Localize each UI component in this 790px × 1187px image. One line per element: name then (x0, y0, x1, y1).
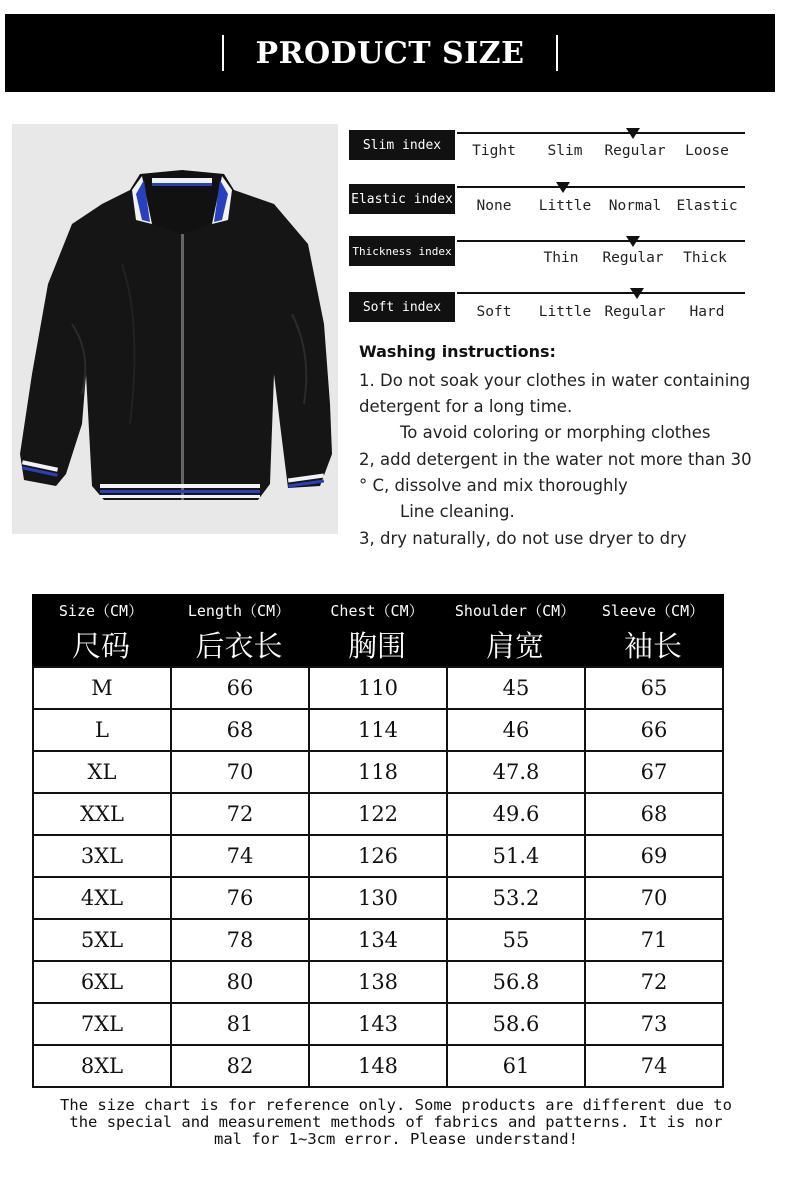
table-cell: 7XL (34, 1004, 172, 1046)
slim-index-scale (457, 132, 745, 134)
header-sleeve-zh: 袖长 (623, 629, 682, 663)
size-chart-footnote (10, 1097, 782, 1148)
table-cell: 5XL (34, 920, 172, 962)
table-cell: 72 (586, 962, 724, 1004)
table-cell: 66 (172, 668, 310, 710)
thickness-option: Regular (602, 250, 664, 266)
size-table-body (32, 666, 724, 1088)
jacket-illustration (12, 124, 338, 534)
table-cell: 70 (586, 878, 724, 920)
header-chest (308, 594, 446, 666)
table-cell: 47.8 (448, 752, 586, 794)
header-shoulder (446, 594, 584, 666)
table-cell: 53.2 (448, 878, 586, 920)
table-cell: 51.4 (448, 836, 586, 878)
soft-index-scale (457, 292, 745, 294)
banner-title: PRODUCT SIZE (255, 35, 525, 71)
footnote-line: mal for 1~3cm error. Please understand! (214, 1130, 578, 1148)
soft-index-row (349, 292, 749, 332)
soft-index-marker (630, 288, 644, 299)
soft-index-label: Soft index (349, 292, 455, 322)
table-cell: 73 (586, 1004, 724, 1046)
table-cell: M (34, 668, 172, 710)
table-cell: 82 (172, 1046, 310, 1088)
table-cell: 3XL (34, 836, 172, 878)
slim-option: Regular (604, 143, 666, 159)
thickness-index-label: Thickness index (349, 236, 455, 266)
table-row (34, 1004, 724, 1046)
table-cell: 78 (172, 920, 310, 962)
thickness-index-scale (457, 240, 745, 242)
table-cell: 61 (448, 1046, 586, 1088)
table-cell: 74 (586, 1046, 724, 1088)
header-size-zh: 尺码 (71, 629, 130, 663)
footnote-line: The size chart is for reference only. Some products are different due to (60, 1096, 732, 1114)
table-cell: 6XL (34, 962, 172, 1004)
table-cell: 130 (310, 878, 448, 920)
table-cell: 68 (586, 794, 724, 836)
table-cell: 56.8 (448, 962, 586, 1004)
table-row (34, 668, 724, 710)
slim-option: Loose (685, 143, 729, 159)
table-cell: 134 (310, 920, 448, 962)
table-cell: 114 (310, 710, 448, 752)
table-cell: 81 (172, 1004, 310, 1046)
table-cell: 45 (448, 668, 586, 710)
table-cell: 72 (172, 794, 310, 836)
table-cell: 71 (586, 920, 724, 962)
table-cell: 69 (586, 836, 724, 878)
elastic-index-scale (457, 186, 745, 188)
table-cell: 80 (172, 962, 310, 1004)
table-cell: 46 (448, 710, 586, 752)
header-length-en: Length（CM） (187, 602, 291, 620)
table-cell: 58.6 (448, 1004, 586, 1046)
washing-instructions-title: Washing instructions: (359, 342, 556, 361)
slim-option: Slim (547, 143, 583, 159)
thickness-option: Thin (543, 250, 579, 266)
thickness-index-marker (626, 236, 640, 247)
table-cell: 110 (310, 668, 448, 710)
table-cell: 74 (172, 836, 310, 878)
header-chest-zh: 胸围 (347, 629, 406, 663)
elastic-option: Normal (608, 198, 662, 214)
elastic-option: None (476, 198, 512, 214)
washing-line: Line cleaning. (400, 502, 515, 521)
elastic-option: Little (538, 198, 592, 214)
washing-line: 2, add detergent in the water not more than 30 (359, 450, 752, 469)
table-row (34, 1046, 724, 1088)
product-size-banner (5, 14, 775, 92)
elastic-index-row (349, 184, 749, 224)
header-size (32, 594, 170, 666)
table-cell: XL (34, 752, 172, 794)
table-row (34, 878, 724, 920)
soft-option: Little (538, 304, 592, 320)
table-row (34, 752, 724, 794)
elastic-index-marker (556, 182, 570, 193)
washing-line: To avoid coloring or morphing clothes (400, 423, 711, 442)
table-cell: 138 (310, 962, 448, 1004)
washing-line: ° C, dissolve and mix thoroughly (359, 476, 628, 495)
slim-index-row (349, 130, 749, 170)
washing-line: 1. Do not soak your clothes in water containing (359, 371, 751, 390)
table-cell: 65 (586, 668, 724, 710)
table-cell: 49.6 (448, 794, 586, 836)
slim-option: Tight (472, 143, 516, 159)
size-table-header (32, 594, 724, 666)
soft-option: Hard (689, 304, 725, 320)
elastic-index-label: Elastic index (349, 184, 455, 214)
table-cell: 8XL (34, 1046, 172, 1088)
soft-option: Regular (604, 304, 666, 320)
washing-line: detergent for a long time. (359, 397, 573, 416)
thickness-option: Thick (683, 250, 727, 266)
washing-line: 3, dry naturally, do not use dryer to dry (359, 529, 687, 548)
header-sleeve (584, 594, 722, 666)
header-length-zh: 后衣长 (195, 629, 283, 663)
footnote-line: the special and measurement methods of fabrics and patterns. It is nor (69, 1113, 723, 1131)
header-sleeve-en: Sleeve（CM） (601, 602, 705, 620)
table-cell: 143 (310, 1004, 448, 1046)
table-cell: 68 (172, 710, 310, 752)
table-cell: XXL (34, 794, 172, 836)
table-row (34, 710, 724, 752)
thickness-index-row (349, 236, 749, 276)
table-cell: 126 (310, 836, 448, 878)
table-cell: 118 (310, 752, 448, 794)
soft-option: Soft (476, 304, 512, 320)
elastic-option: Elastic (676, 198, 738, 214)
table-row (34, 836, 724, 878)
slim-index-marker (626, 128, 640, 139)
header-shoulder-zh: 肩宽 (485, 629, 544, 663)
table-cell: 4XL (34, 878, 172, 920)
header-length (170, 594, 308, 666)
table-cell: 122 (310, 794, 448, 836)
table-cell: 55 (448, 920, 586, 962)
product-photo (12, 124, 338, 534)
table-cell: 148 (310, 1046, 448, 1088)
header-size-en: Size（CM） (58, 602, 144, 620)
table-cell: 70 (172, 752, 310, 794)
table-row (34, 920, 724, 962)
table-row (34, 794, 724, 836)
table-cell: L (34, 710, 172, 752)
slim-index-label: Slim index (349, 130, 455, 160)
header-chest-en: Chest（CM） (330, 602, 424, 620)
header-shoulder-en: Shoulder（CM） (454, 602, 576, 620)
table-cell: 76 (172, 878, 310, 920)
table-row (34, 962, 724, 1004)
table-cell: 67 (586, 752, 724, 794)
table-cell: 66 (586, 710, 724, 752)
banner-divider-left (222, 35, 224, 71)
banner-divider-right (556, 35, 558, 71)
